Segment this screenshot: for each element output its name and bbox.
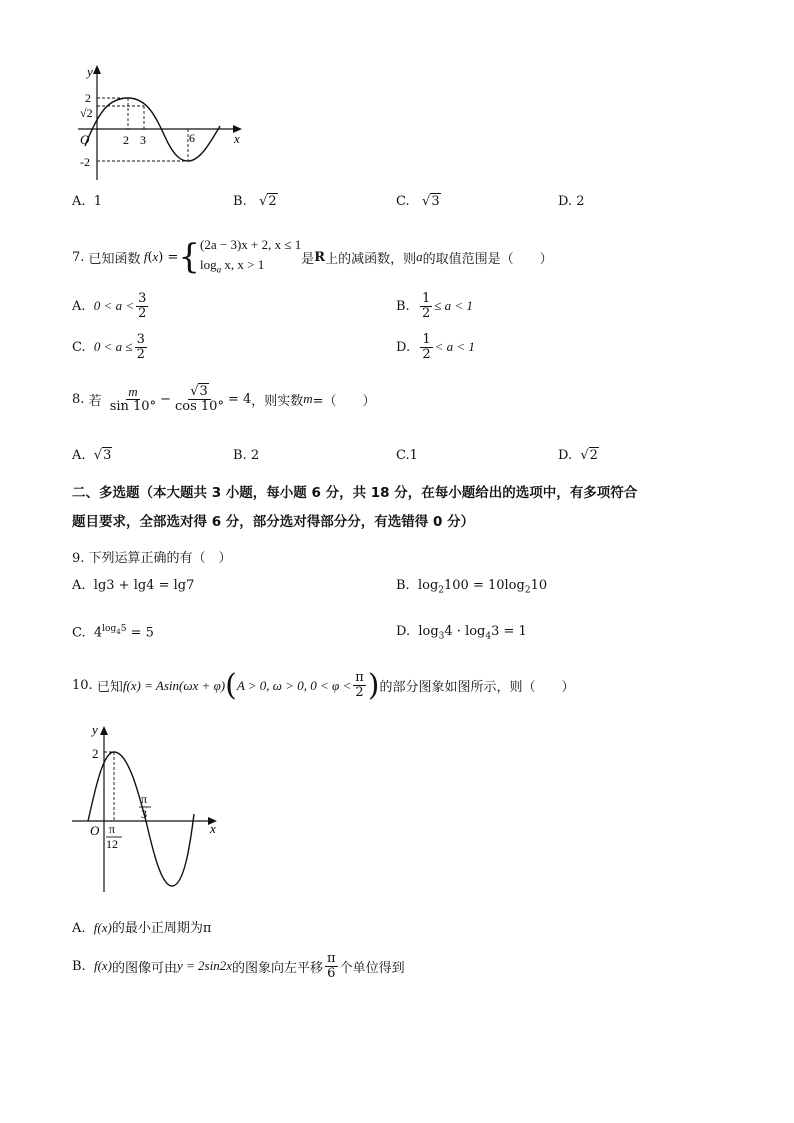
y-tick-2: 2 bbox=[85, 91, 91, 105]
q8-option-d[interactable]: D. √2 bbox=[558, 448, 598, 463]
q6-option-c[interactable]: C. √3 bbox=[396, 194, 440, 209]
origin-label: O bbox=[80, 132, 90, 147]
q8-option-c[interactable]: C.1 bbox=[396, 448, 418, 463]
y-axis-label: y bbox=[87, 64, 93, 79]
x-axis-label: x bbox=[234, 131, 240, 146]
graph-q6 bbox=[68, 58, 258, 186]
x-axis-label: x bbox=[210, 821, 216, 836]
q7-option-a[interactable]: A. 0 < a < $\frac{3}{2}$ bbox=[72, 291, 147, 321]
q6-option-d[interactable]: D. 2 bbox=[558, 194, 585, 209]
y-tick-2: 2 bbox=[92, 746, 99, 761]
section-title-line1: 二、多选题（本大题共 3 小题，每小题 6 分，共 18 分，在每小题给出的选项中，有多项符合 bbox=[72, 485, 638, 501]
question-9: 9. 下列运算正确的有（ ） bbox=[72, 551, 232, 566]
x-tick-3: 3 bbox=[140, 133, 146, 147]
x-tick-6: 6 bbox=[189, 131, 195, 145]
x-tick-pi12-den: 12 bbox=[106, 837, 118, 851]
q9-option-b[interactable]: B. $\log_2100 = 10\log_210$ bbox=[396, 578, 548, 596]
q7-case1: (2a − 3)x + 2, x ≤ 1 bbox=[200, 236, 302, 252]
y-tick-sqrt2: √2 bbox=[80, 106, 93, 120]
section-title-line2: 题目要求，全部选对得 6 分，部分选对得部分分，有选错得 0 分） bbox=[72, 514, 475, 530]
q10-option-b[interactable]: B. f(x) 的图像可由 y = 2sin2x 的图象向左平移 $\frac{\pi}{6}$ 个单位得到 bbox=[72, 951, 405, 981]
q8-option-a[interactable]: A. √3 bbox=[72, 448, 112, 463]
graph-q10 bbox=[68, 716, 228, 898]
question-8: 8. 若 $\frac{m}{\sin 10^\circ}$ − $\frac{√3}{\cos 10^\circ}$ = 4 ，则实数 m =（ ） bbox=[72, 384, 376, 414]
question-7: 7. 已知函数 f ( x ) = { (2a − 3)x + 2, x ≤ 1 $\log_a x$, x > 1 是 R 上的减函数，则 a 的取值范围是（ ） bbox=[72, 234, 553, 280]
origin-label: O bbox=[90, 823, 100, 838]
x-tick-pi12-num: π bbox=[109, 822, 116, 836]
q6-option-a[interactable]: A. 1 bbox=[72, 194, 103, 209]
q10-option-a[interactable]: A. f(x)的最小正周期为π bbox=[72, 920, 212, 936]
q9-option-a[interactable]: A. lg3 + lg4 = lg7 bbox=[72, 578, 195, 593]
q7-option-c[interactable]: C. 0 < a ≤ $\frac{3}{2}$ bbox=[72, 332, 145, 362]
x-tick-pi3-num: π bbox=[141, 792, 148, 806]
x-tick-pi3-den: 3 bbox=[141, 807, 147, 821]
q9-option-d[interactable]: D. $\log_34 \cdot \log_43 = 1$ bbox=[396, 624, 527, 642]
question-10: 10. 已知 f(x) = Asin(ωx + φ) ( A > 0, ω > 0, 0 < φ < $\frac{\pi}{2}$ ) 的部分图象如图所示，则（ ） bbox=[72, 668, 575, 703]
q7-option-b[interactable]: B. $\frac{1}{2}$ ≤ a < 1 bbox=[396, 291, 473, 321]
q7-case2: $\log_a x$, x > 1 bbox=[200, 256, 265, 275]
y-axis-label: y bbox=[92, 722, 98, 737]
y-tick-neg2: -2 bbox=[80, 155, 90, 169]
x-tick-2: 2 bbox=[123, 133, 129, 147]
q8-option-b[interactable]: B. 2 bbox=[233, 448, 260, 463]
q7-option-d[interactable]: D. $\frac{1}{2}$ < a < 1 bbox=[396, 332, 475, 362]
q9-option-c[interactable]: C. $4^{log_45} = 5$ bbox=[72, 624, 154, 641]
q6-option-b[interactable]: B. √2 bbox=[233, 194, 277, 209]
